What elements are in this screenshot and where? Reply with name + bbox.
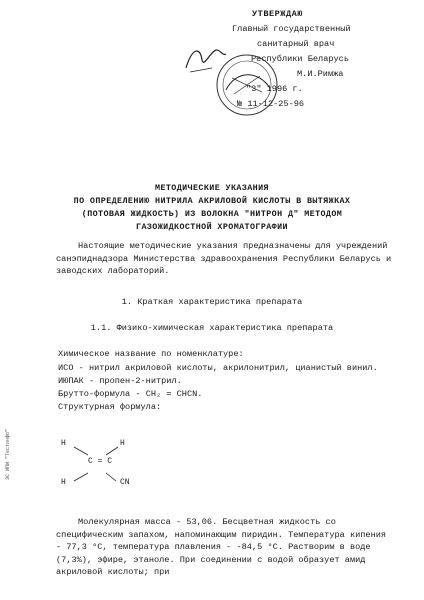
struct-h-top-left: H: [61, 439, 66, 448]
doc-title-4: ГАЗОЖИДКОСТНОЙ ХРОМАТОГРАФИИ: [136, 222, 288, 232]
subsection-heading: 1.1. Физико-химическая характеристика препарата: [90, 323, 334, 333]
approval-signatory: М.И.Римжа: [297, 69, 344, 79]
approval-heading: УТВЕРЖДАЮ: [252, 9, 303, 19]
approval-date: "3" 1996 г.: [246, 84, 303, 94]
gross-formula: Брутто-формула - CH₂ = CHCN.: [58, 389, 203, 399]
struct-bonds: [68, 445, 128, 495]
body-paragraph: Молекулярная масса - 53,06. Бесцветная жидкость со специфическим запахом, напоминающим пиридин. Температура кипения - 77,3 °C, температура плавления - -84,5 °C. Растворим в воде (7,3%), эфире, этаноле. При соединении с водой образует амид акриловой кислоты; при: [56, 517, 387, 577]
doc-title-3: (ПОТОВАЯ ЖИДКОСТЬ) ИЗ ВОЛОКНА "НИТРОН Д" МЕТОДОМ: [81, 209, 343, 219]
structural-formula-label: Структурная формула:: [58, 402, 162, 412]
official-seal: [212, 50, 282, 120]
iupac-name: ИЮПАК - пропен-2-нитрил.: [58, 376, 182, 386]
struct-h-top-right: H: [120, 439, 125, 448]
intro-paragraph: Настоящие методические указания предназначены для учреждений санэпиднадзора Министерства здравоохранения Республики Беларусь и заводских лабораторий.: [56, 241, 392, 276]
doc-title-1: МЕТОДИЧЕСКИЕ УКАЗАНИЯ: [155, 183, 269, 193]
doc-title-2: ПО ОПРЕДЕЛЕНИЮ НИТРИЛА АКРИЛОВОЙ КИСЛОТЫ В ВЫТЯЖКАХ: [73, 196, 351, 206]
approval-line: Главный государственный: [232, 24, 351, 34]
struct-c-eq-c: C = C: [88, 457, 113, 466]
chem-name-label: Химическое название по номенклатуре:: [58, 349, 244, 359]
approval-number: № 11-12-25-96: [237, 99, 305, 109]
struct-h-bottom-left: H: [61, 478, 66, 487]
margin-note: ЭС ИПИ "Тестинфо": [5, 428, 11, 480]
iso-name: ИСО - нитрил акриловой кислоты, акрилонитрил, цианистый винил.: [58, 363, 378, 373]
struct-cn: CN: [120, 478, 130, 487]
approval-line: санитарный врач: [257, 39, 335, 49]
section-heading: 1. Краткая характеристика препарата: [121, 297, 303, 307]
approval-line: Республики Беларусь: [251, 54, 349, 64]
